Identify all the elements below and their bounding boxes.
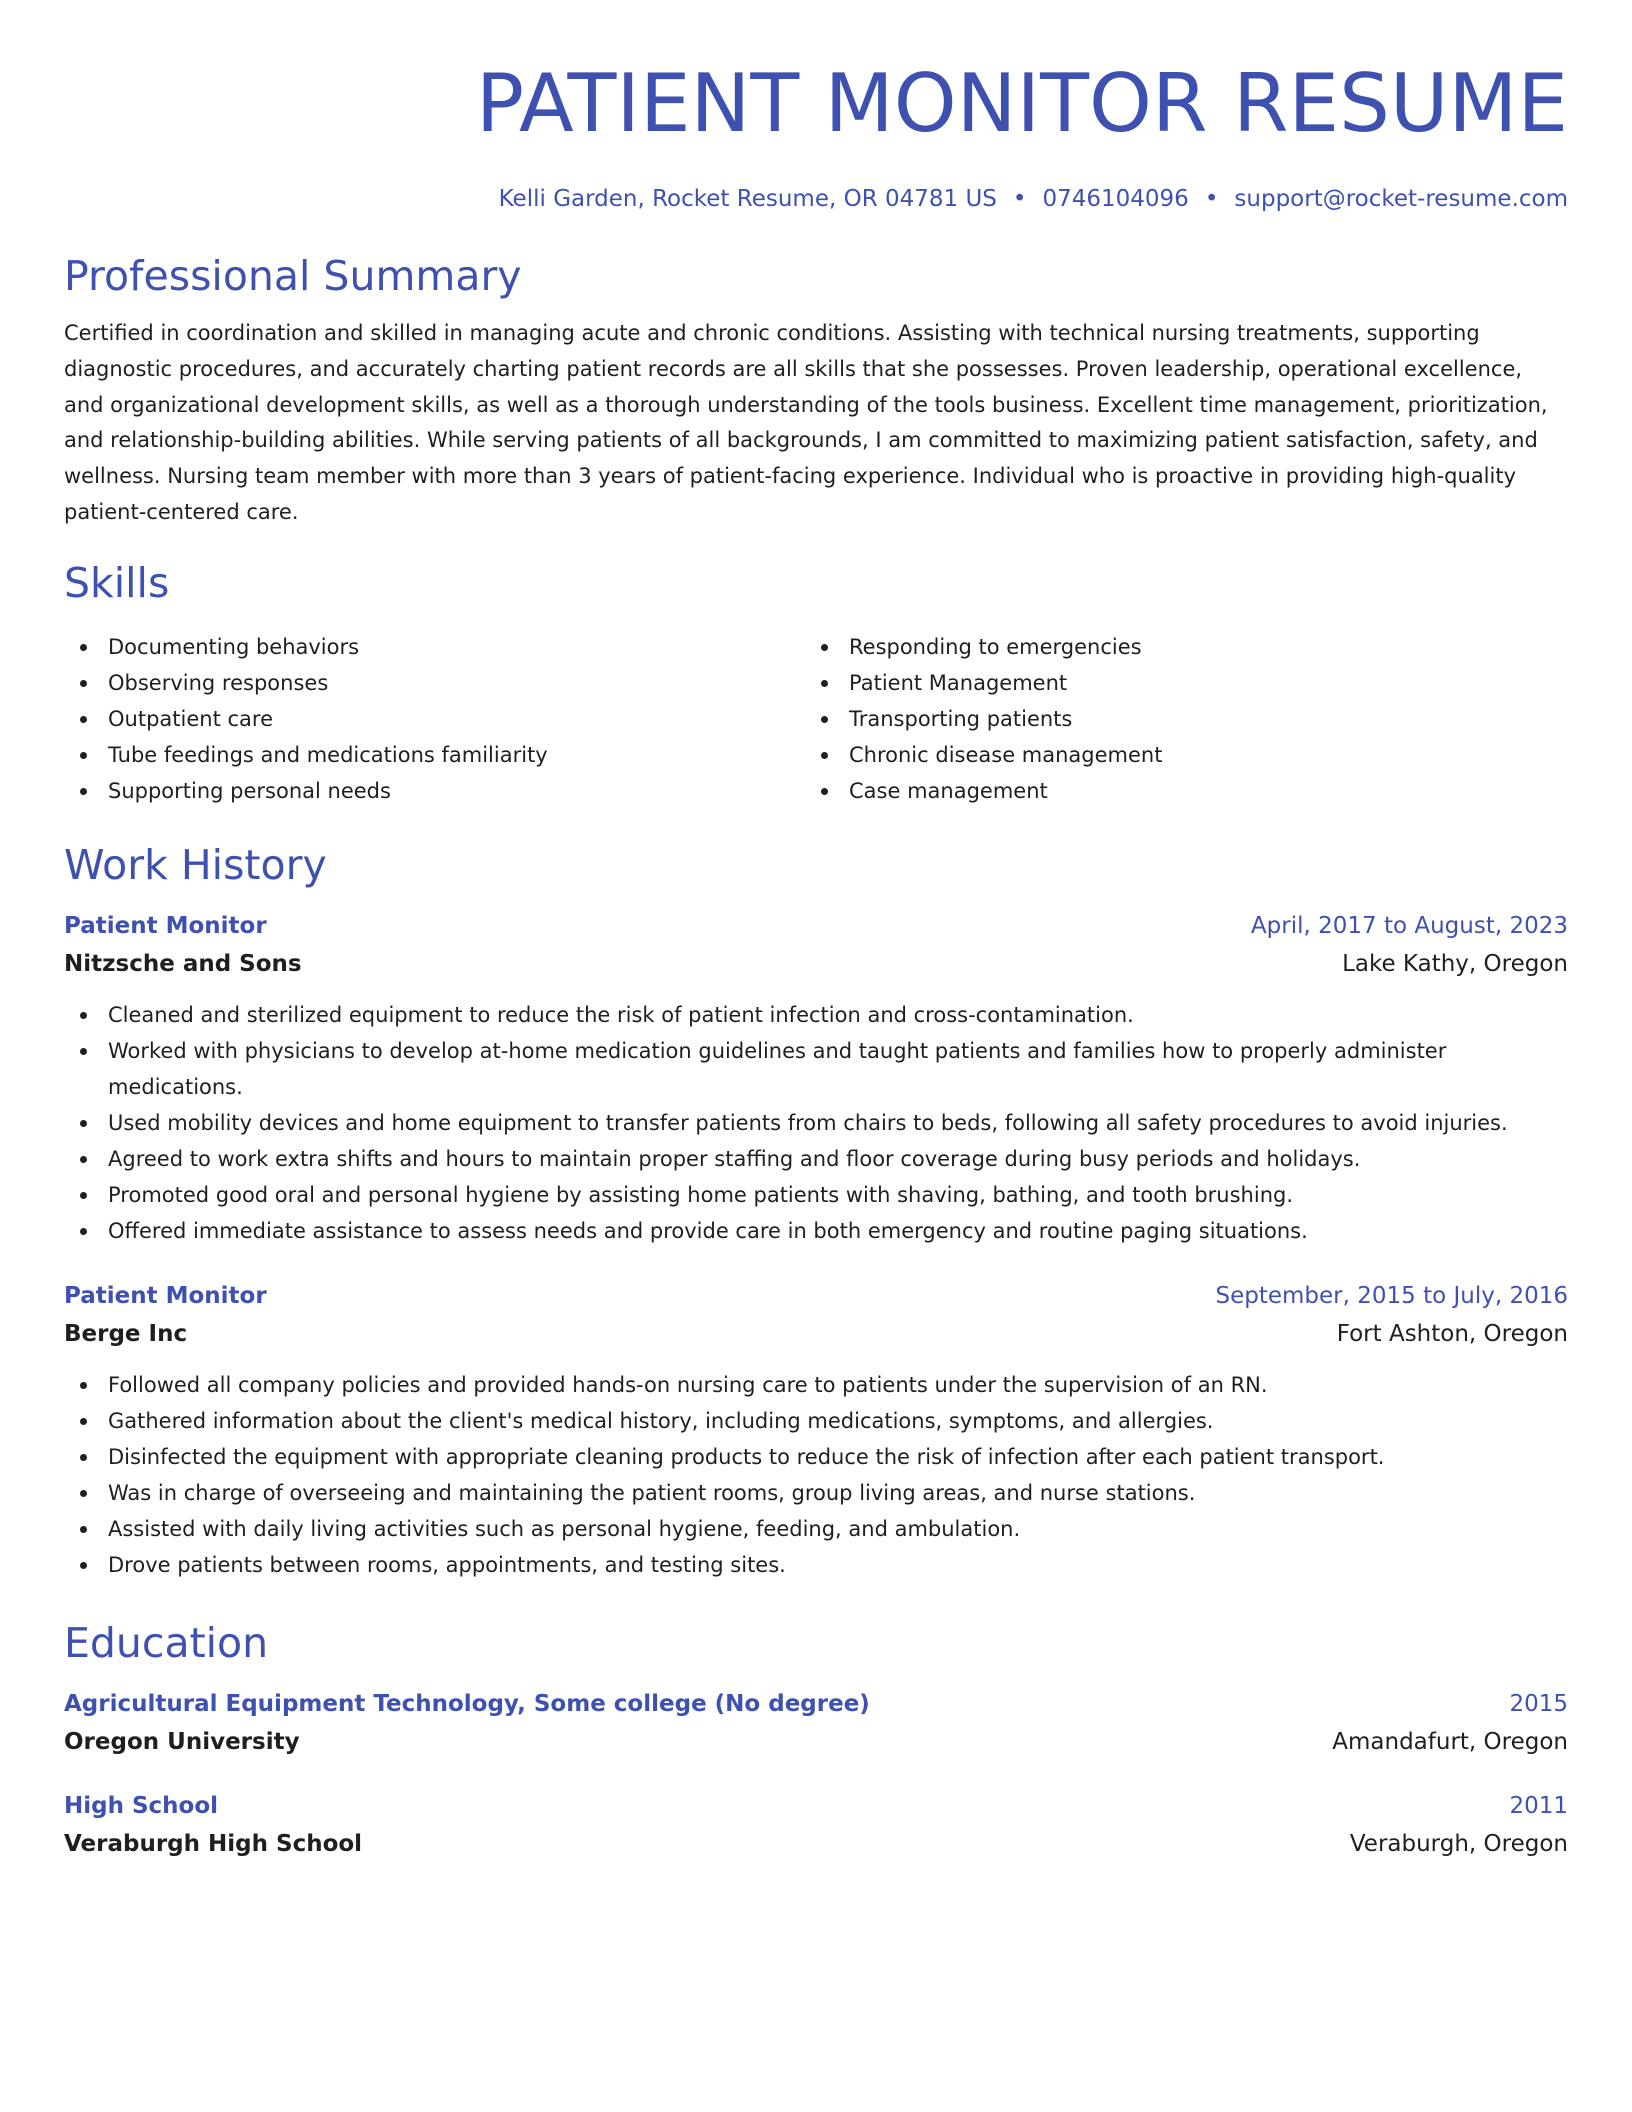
skill-item: Supporting personal needs bbox=[64, 773, 805, 809]
job-bullet: Cleaned and sterilized equipment to reduce the risk of patient infection and cross-contamination. bbox=[64, 997, 1568, 1033]
skill-item: Transporting patients bbox=[805, 701, 1568, 737]
job-title: Patient Monitor bbox=[64, 1282, 267, 1309]
job-location: Fort Ashton, Oregon bbox=[1336, 1320, 1568, 1347]
education-entry bbox=[64, 1789, 1568, 1861]
job-entry bbox=[64, 909, 1568, 1249]
education-school: Veraburgh High School bbox=[64, 1830, 363, 1857]
contact-phone: 0746104096 bbox=[1042, 186, 1189, 212]
job-location: Lake Kathy, Oregon bbox=[1342, 950, 1568, 977]
job-bullet: Gathered information about the client's medical history, including medications, symptoms, and allergies. bbox=[64, 1403, 1568, 1439]
contact-separator: • bbox=[1012, 186, 1027, 212]
skill-item: Tube feedings and medications familiarity bbox=[64, 737, 805, 773]
job-bullet: Drove patients between rooms, appointments, and testing sites. bbox=[64, 1547, 1568, 1583]
skill-item: Observing responses bbox=[64, 665, 805, 701]
education-heading: Education bbox=[64, 1618, 269, 1667]
job-company: Berge Inc bbox=[64, 1320, 188, 1347]
education-school: Oregon University bbox=[64, 1728, 300, 1755]
job-subheader bbox=[64, 1317, 1568, 1351]
contact-separator: • bbox=[1204, 186, 1219, 212]
skill-item: Case management bbox=[805, 773, 1568, 809]
contact-address: Kelli Garden, Rocket Resume, OR 04781 US bbox=[498, 186, 997, 212]
skill-item: Outpatient care bbox=[64, 701, 805, 737]
job-bullets bbox=[64, 997, 1568, 1249]
job-bullet: Disinfected the equipment with appropriate cleaning products to reduce the risk of infection after each patient transport. bbox=[64, 1439, 1568, 1475]
education-entry bbox=[64, 1687, 1568, 1759]
job-dates: April, 2017 to August, 2023 bbox=[1250, 912, 1568, 939]
education-location: Veraburgh, Oregon bbox=[1349, 1830, 1568, 1857]
skills-column-left bbox=[64, 629, 805, 809]
education-header bbox=[64, 1789, 1568, 1823]
contact-line bbox=[64, 184, 1568, 214]
job-company: Nitzsche and Sons bbox=[64, 950, 302, 977]
contact-email[interactable]: support@rocket-resume.com bbox=[1234, 186, 1568, 212]
job-header bbox=[64, 1279, 1568, 1313]
job-subheader bbox=[64, 947, 1568, 981]
job-bullet: Followed all company policies and provided hands-on nursing care to patients under the supervision of an RN. bbox=[64, 1367, 1568, 1403]
skills-grid bbox=[64, 629, 1568, 809]
job-bullets bbox=[64, 1367, 1568, 1583]
education-subheader bbox=[64, 1725, 1568, 1759]
skills-heading: Skills bbox=[64, 558, 170, 607]
job-header bbox=[64, 909, 1568, 943]
education-degree: Agricultural Equipment Technology, Some college (No degree) bbox=[64, 1690, 870, 1717]
page-title: PATIENT MONITOR RESUME bbox=[475, 57, 1568, 150]
job-bullet: Promoted good oral and personal hygiene by assisting home patients with shaving, bathing, and tooth brushing. bbox=[64, 1177, 1568, 1213]
education-year: 2011 bbox=[1509, 1792, 1568, 1819]
summary-heading: Professional Summary bbox=[64, 252, 522, 300]
education-year: 2015 bbox=[1509, 1690, 1568, 1717]
skills-column-right bbox=[805, 629, 1568, 809]
skill-item: Patient Management bbox=[805, 665, 1568, 701]
job-entry bbox=[64, 1279, 1568, 1583]
job-bullet: Worked with physicians to develop at-home medication guidelines and taught patients and families how to properly administer medications. bbox=[64, 1033, 1568, 1105]
job-bullet: Assisted with daily living activities such as personal hygiene, feeding, and ambulation. bbox=[64, 1511, 1568, 1547]
job-dates: September, 2015 to July, 2016 bbox=[1215, 1282, 1568, 1309]
education-location: Amandafurt, Oregon bbox=[1332, 1728, 1568, 1755]
job-bullet: Was in charge of overseeing and maintaining the patient rooms, group living areas, and nurse stations. bbox=[64, 1475, 1568, 1511]
skill-item: Documenting behaviors bbox=[64, 629, 805, 665]
job-title: Patient Monitor bbox=[64, 912, 267, 939]
education-degree: High School bbox=[64, 1792, 219, 1819]
skill-item: Chronic disease management bbox=[805, 737, 1568, 773]
summary-text: Certified in coordination and skilled in managing acute and chronic conditions. Assisting with technical nursing treatments, supporting diagnostic procedures, and accurately charting patient records are all skills that she possesses. Proven leadership, operational excellence, and organizational development skills, as well as a thorough understanding of the tools business. Excellent time management, prioritization, and relationship-building abilities. While serving patients of all backgrounds, I am committed to maximizing patient satisfaction, safety, and wellness. Nursing team member with more than 3 years of patient-facing experience. Individual who is proactive in providing high-quality patient-centered care. bbox=[64, 321, 1548, 524]
job-bullet: Offered immediate assistance to assess needs and provide care in both emergency and routine paging situations. bbox=[64, 1213, 1568, 1249]
job-bullet: Agreed to work extra shifts and hours to maintain proper staffing and floor coverage during busy periods and holidays. bbox=[64, 1141, 1568, 1177]
education-header bbox=[64, 1687, 1568, 1721]
skill-item: Responding to emergencies bbox=[805, 629, 1568, 665]
education-subheader bbox=[64, 1827, 1568, 1861]
job-bullet: Used mobility devices and home equipment to transfer patients from chairs to beds, following all safety procedures to avoid injuries. bbox=[64, 1105, 1568, 1141]
work-history-heading: Work History bbox=[64, 840, 327, 889]
